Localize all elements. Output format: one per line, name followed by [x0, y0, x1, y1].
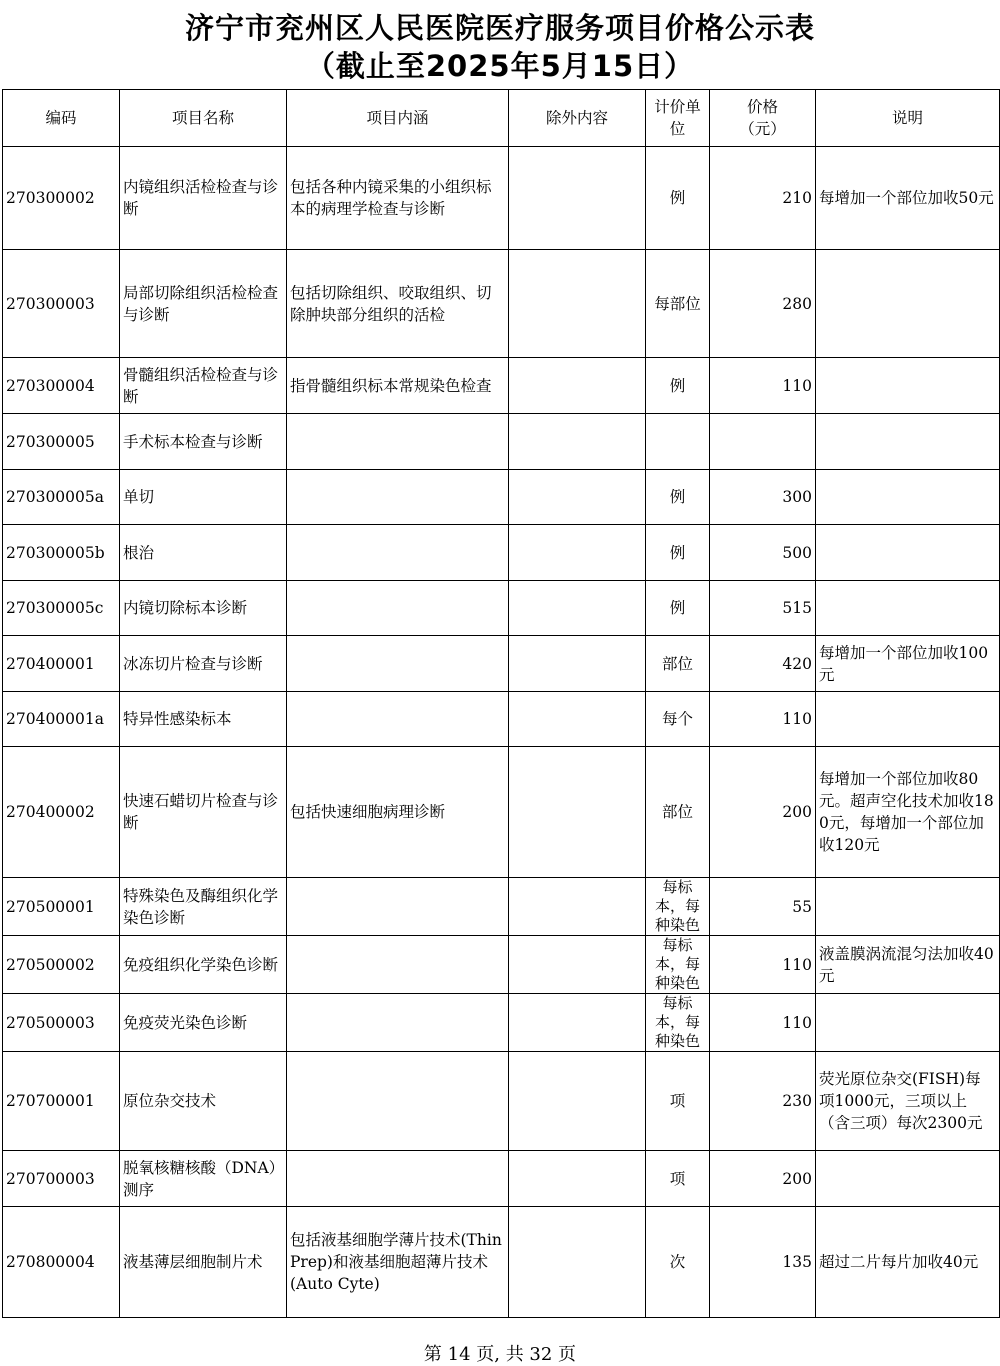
cell-name: 特殊染色及酶组织化学染色诊断: [120, 878, 287, 936]
table-row: [3, 636, 1000, 692]
cell-name: 特异性感染标本: [120, 692, 287, 747]
cell-note: [816, 250, 1000, 358]
header-code: 编码: [3, 90, 120, 147]
cell-code: 270300005a: [3, 470, 120, 525]
cell-name: 液基薄层细胞制片术: [120, 1207, 287, 1318]
cell-unit: [646, 414, 710, 470]
cell-excluded: [509, 250, 646, 358]
cell-price: 110: [710, 692, 816, 747]
cell-excluded: [509, 147, 646, 250]
cell-note: 荧光原位杂交(FISH)每项1000元，三项以上（含三项）每次2300元: [816, 1052, 1000, 1151]
header-excluded: 除外内容: [509, 90, 646, 147]
header-unit: 计价单位: [646, 90, 710, 147]
table-row: [3, 878, 1000, 936]
cell-price: 55: [710, 878, 816, 936]
cell-price: 110: [710, 936, 816, 994]
table-row: [3, 147, 1000, 250]
cell-name: 骨髓组织活检检查与诊断: [120, 358, 287, 414]
header-content: 项目内涵: [287, 90, 509, 147]
cell-excluded: [509, 414, 646, 470]
cell-price: 420: [710, 636, 816, 692]
table-row: [3, 936, 1000, 994]
table-header-row: [3, 90, 1000, 147]
cell-code: 270700003: [3, 1151, 120, 1207]
cell-name: 免疫荧光染色诊断: [120, 994, 287, 1052]
cell-excluded: [509, 878, 646, 936]
cell-content: [287, 936, 509, 994]
cell-note: 液盖膜涡流混匀法加收40元: [816, 936, 1000, 994]
cell-code: 270300005: [3, 414, 120, 470]
cell-unit: 每个: [646, 692, 710, 747]
cell-content: [287, 525, 509, 581]
cell-excluded: [509, 747, 646, 878]
cell-price: 200: [710, 1151, 816, 1207]
header-name: 项目名称: [120, 90, 287, 147]
cell-excluded: [509, 1151, 646, 1207]
cell-code: 270500002: [3, 936, 120, 994]
cell-unit: 部位: [646, 747, 710, 878]
cell-note: [816, 994, 1000, 1052]
cell-price: 300: [710, 470, 816, 525]
table-row: [3, 414, 1000, 470]
table-row: [3, 525, 1000, 581]
cell-content: [287, 636, 509, 692]
cell-name: 原位杂交技术: [120, 1052, 287, 1151]
table-row: [3, 1151, 1000, 1207]
cell-price: 110: [710, 994, 816, 1052]
page-title: 济宁市兖州区人民医院医疗服务项目价格公示表: [184, 11, 815, 45]
cell-name: 单切: [120, 470, 287, 525]
cell-code: 270400001a: [3, 692, 120, 747]
table-row: [3, 747, 1000, 878]
cell-code: 270300003: [3, 250, 120, 358]
cell-name: 脱氧核糖核酸（DNA）测序: [120, 1151, 287, 1207]
cell-unit: 例: [646, 147, 710, 250]
cell-unit: 每标本，每种染色: [646, 936, 710, 994]
cell-excluded: [509, 1207, 646, 1318]
cell-note: 每增加一个部位加收50元: [816, 147, 1000, 250]
cell-unit: 例: [646, 525, 710, 581]
cell-content: [287, 470, 509, 525]
cell-excluded: [509, 470, 646, 525]
cell-code: 270500001: [3, 878, 120, 936]
cell-price: 200: [710, 747, 816, 878]
cell-excluded: [509, 692, 646, 747]
cell-name: 内镜切除标本诊断: [120, 581, 287, 636]
cell-code: 270300002: [3, 147, 120, 250]
cell-code: 270400002: [3, 747, 120, 878]
cell-unit: 项: [646, 1052, 710, 1151]
cell-content: 指骨髓组织标本常规染色检查: [287, 358, 509, 414]
cell-content: [287, 414, 509, 470]
cell-code: 270700001: [3, 1052, 120, 1151]
page-subtitle-date: （截止至2025年5月15日）: [305, 49, 695, 83]
cell-code: 270300005c: [3, 581, 120, 636]
cell-code: 270400001: [3, 636, 120, 692]
cell-unit: 次: [646, 1207, 710, 1318]
cell-price: 500: [710, 525, 816, 581]
cell-code: 270800004: [3, 1207, 120, 1318]
cell-note: 超过二片每片加收40元: [816, 1207, 1000, 1318]
table-row: [3, 1207, 1000, 1318]
cell-excluded: [509, 1052, 646, 1151]
cell-unit: 每标本，每种染色: [646, 878, 710, 936]
cell-note: 每增加一个部位加收80元。超声空化技术加收180元，每增加一个部位加收120元: [816, 747, 1000, 878]
cell-name: 根治: [120, 525, 287, 581]
cell-name: 手术标本检查与诊断: [120, 414, 287, 470]
cell-note: [816, 878, 1000, 936]
cell-content: 包括各种内镜采集的小组织标本的病理学检查与诊断: [287, 147, 509, 250]
cell-price: 110: [710, 358, 816, 414]
cell-price: 230: [710, 1052, 816, 1151]
cell-content: 包括切除组织、咬取组织、切除肿块部分组织的活检: [287, 250, 509, 358]
table-row: [3, 1052, 1000, 1151]
cell-name: 内镜组织活检检查与诊断: [120, 147, 287, 250]
cell-code: 270300004: [3, 358, 120, 414]
cell-name: 局部切除组织活检检查与诊断: [120, 250, 287, 358]
cell-content: [287, 692, 509, 747]
cell-content: [287, 1151, 509, 1207]
cell-note: 每增加一个部位加收100元: [816, 636, 1000, 692]
table-row: [3, 358, 1000, 414]
cell-unit: 每部位: [646, 250, 710, 358]
cell-name: 快速石蜡切片检查与诊断: [120, 747, 287, 878]
cell-note: [816, 1151, 1000, 1207]
cell-excluded: [509, 581, 646, 636]
cell-unit: 部位: [646, 636, 710, 692]
page-number: 第 14 页, 共 32 页: [423, 1344, 577, 1365]
header-price: 价格（元）: [710, 90, 816, 147]
cell-note: [816, 414, 1000, 470]
cell-code: 270500003: [3, 994, 120, 1052]
table-row: [3, 994, 1000, 1052]
price-table: [2, 89, 1000, 1318]
cell-content: 包括液基细胞学薄片技术(Thin Prep)和液基细胞超薄片技术(Auto Cyte): [287, 1207, 509, 1318]
table-row: [3, 470, 1000, 525]
cell-price: 210: [710, 147, 816, 250]
cell-content: [287, 1052, 509, 1151]
table-row: [3, 250, 1000, 358]
cell-content: [287, 994, 509, 1052]
cell-note: [816, 525, 1000, 581]
cell-unit: 例: [646, 581, 710, 636]
cell-content: 包括快速细胞病理诊断: [287, 747, 509, 878]
cell-price: 515: [710, 581, 816, 636]
cell-price: 280: [710, 250, 816, 358]
table-row: [3, 692, 1000, 747]
cell-note: [816, 470, 1000, 525]
cell-unit: 例: [646, 358, 710, 414]
cell-code: 270300005b: [3, 525, 120, 581]
cell-unit: 项: [646, 1151, 710, 1207]
cell-excluded: [509, 936, 646, 994]
cell-unit: 例: [646, 470, 710, 525]
cell-note: [816, 692, 1000, 747]
cell-name: 免疫组织化学染色诊断: [120, 936, 287, 994]
cell-excluded: [509, 358, 646, 414]
cell-content: [287, 581, 509, 636]
cell-excluded: [509, 525, 646, 581]
cell-price: 135: [710, 1207, 816, 1318]
cell-price: [710, 414, 816, 470]
cell-excluded: [509, 636, 646, 692]
cell-excluded: [509, 994, 646, 1052]
header-note: 说明: [816, 90, 1000, 147]
cell-note: [816, 358, 1000, 414]
cell-content: [287, 878, 509, 936]
table-row: [3, 581, 1000, 636]
cell-note: [816, 581, 1000, 636]
cell-unit: 每标本，每种染色: [646, 994, 710, 1052]
cell-name: 冰冻切片检查与诊断: [120, 636, 287, 692]
